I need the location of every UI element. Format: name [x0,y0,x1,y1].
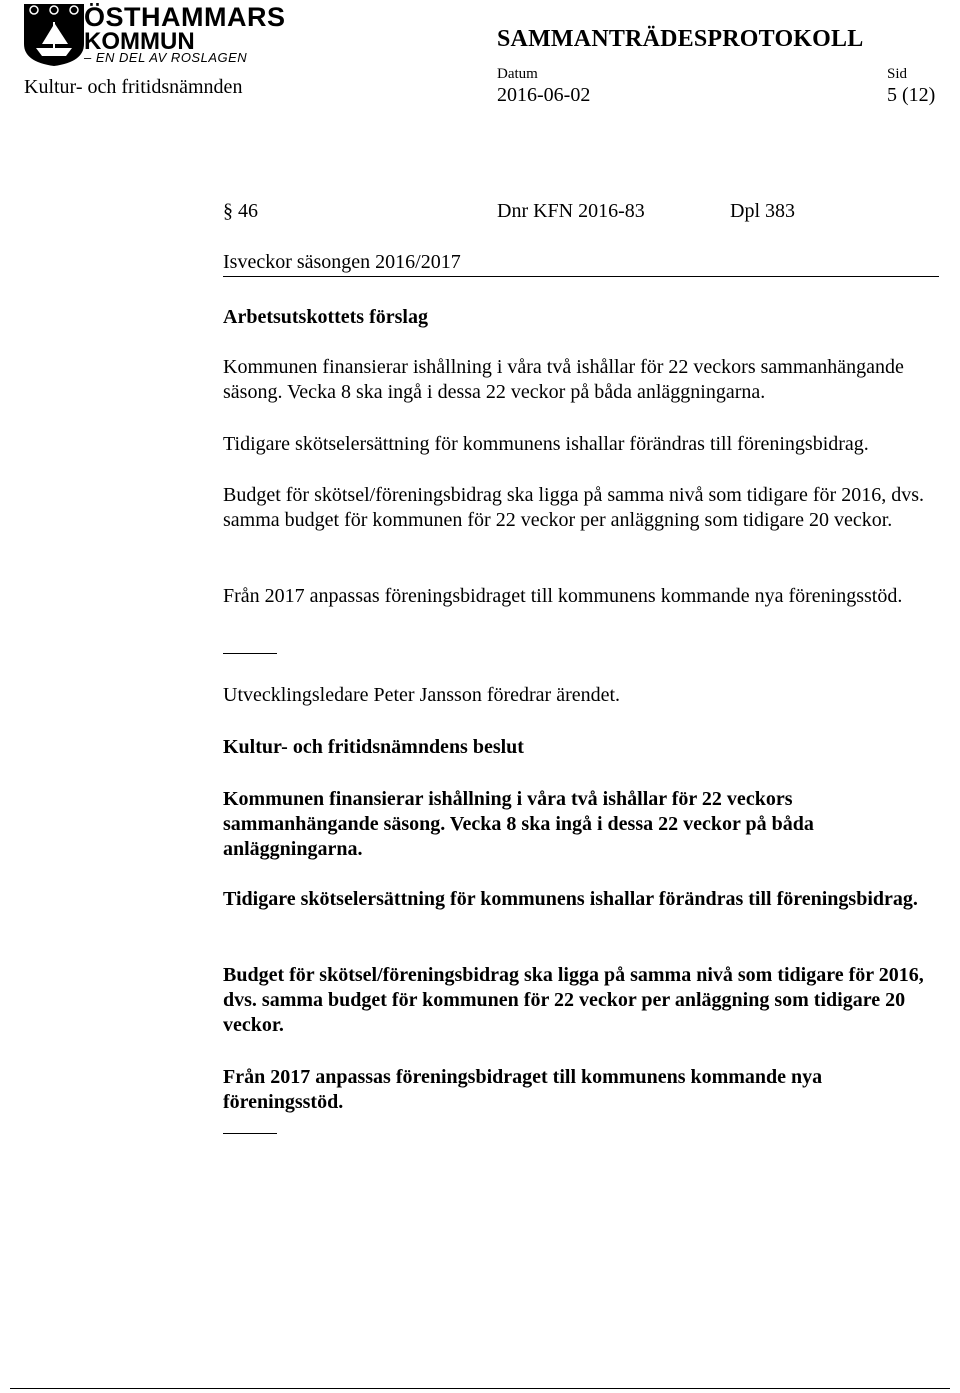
decision-heading: Kultur- och fritidsnämndens beslut [223,736,524,758]
coat-of-arms-icon [24,4,84,66]
proposal-paragraph-3: Budget för skötsel/föreningsbidrag ska ligga på samma nivå som tidigare för 2016, dvs. samma budget för kommunen för 22 veckor per anläggning som tidigare 20 veckor. [223,484,924,531]
committee-name: Kultur- och fritidsnämnden [24,76,243,98]
date-label: Datum [497,66,538,82]
decision-paragraph-3: Budget för skötsel/föreningsbidrag ska ligga på samma nivå som tidigare för 2016, dvs. samma budget för kommunen för 22 veckor per anläggning som tidigare 20 veckor. [223,964,924,1036]
proposal-paragraph-1: Kommunen finansierar ishållning i våra två ishållar för 22 veckors sammanhängande säsong. Vecka 8 ska ingå i dessa 22 veckor på båda anläggningarna. [223,356,904,403]
logo-text-line1: ÖSTHAMMARS [84,2,286,32]
logo-text-line3: – EN DEL AV ROSLAGEN [84,50,248,65]
section-divider [223,653,277,654]
proposal-paragraph-2: Tidigare skötselersättning för kommunens ishallar förändras till föreningsbidrag. [223,433,869,455]
proposal-heading: Arbetsutskottets förslag [223,306,428,328]
date-value: 2016-06-02 [497,84,591,106]
document-type: SAMMANTRÄDESPROTOKOLL [497,26,864,52]
section-number: § 46 [223,200,258,222]
logo-text-line2: KOMMUN [84,28,195,55]
case-dpl: Dpl 383 [730,200,795,222]
page-value: 5 (12) [887,84,936,106]
municipality-logo [24,4,84,66]
decision-paragraph-4: Från 2017 anpassas föreningsbidraget till kommunens kommande nya föreningsstöd. [223,1066,823,1113]
page-label: Sid [887,66,908,82]
proposal-paragraph-4: Från 2017 anpassas föreningsbidraget till kommunens kommande nya föreningsstöd. [223,585,903,607]
section-divider [223,1133,277,1134]
presenter-note: Utvecklingsledare Peter Jansson föredrar ärendet. [223,684,621,706]
decision-paragraph-1: Kommunen finansierar ishållning i våra två ishållar för 22 veckors sammanhängande säsong. Vecka 8 ska ingå i dessa 22 veckor på båda anläggningarna. [223,788,814,860]
footer-rule [10,1388,950,1389]
case-dnr: Dnr KFN 2016-83 [497,200,645,222]
case-title: Isveckor säsongen 2016/2017 [223,251,939,277]
decision-paragraph-2: Tidigare skötselersättning för kommunens ishallar förändras till föreningsbidrag. [223,888,918,910]
